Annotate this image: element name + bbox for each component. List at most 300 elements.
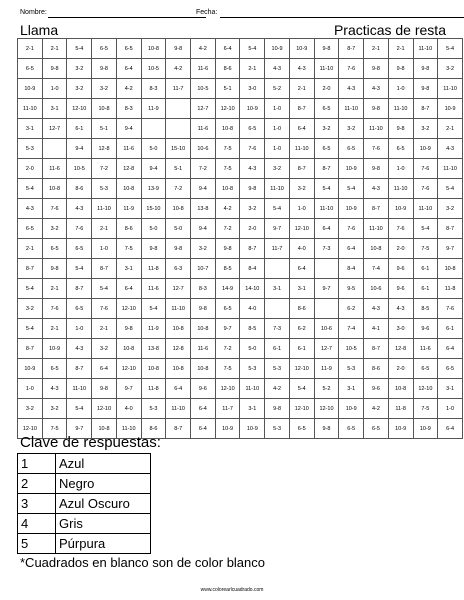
grid-cell[interactable]: 10-9 bbox=[339, 399, 364, 419]
grid-cell[interactable]: 3-2 bbox=[92, 79, 117, 99]
grid-cell[interactable]: 4-3 bbox=[42, 379, 67, 399]
grid-cell[interactable]: 3-2 bbox=[18, 399, 43, 419]
grid-cell[interactable]: 8-6 bbox=[215, 59, 240, 79]
grid-cell[interactable]: 3-2 bbox=[289, 179, 314, 199]
grid-cell[interactable]: 11-10 bbox=[388, 179, 413, 199]
grid-cell[interactable]: 8-4 bbox=[240, 259, 265, 279]
grid-cell[interactable]: 6-5 bbox=[413, 359, 438, 379]
grid-cell[interactable]: 8-7 bbox=[289, 159, 314, 179]
grid-cell[interactable]: 9-8 bbox=[364, 59, 389, 79]
grid-cell[interactable]: 11-6 bbox=[191, 119, 216, 139]
grid-cell[interactable]: 5-4 bbox=[67, 399, 92, 419]
grid-cell[interactable]: 12-10 bbox=[18, 419, 43, 439]
grid-cell[interactable]: 4-3 bbox=[364, 299, 389, 319]
grid-cell[interactable]: 8-7 bbox=[240, 239, 265, 259]
grid-cell[interactable]: 11-10 bbox=[413, 39, 438, 59]
grid-cell[interactable]: 10-9 bbox=[18, 79, 43, 99]
grid-cell[interactable]: 2-0 bbox=[18, 159, 43, 179]
grid-cell[interactable]: 6-3 bbox=[166, 259, 191, 279]
grid-cell[interactable]: 6-5 bbox=[240, 119, 265, 139]
grid-cell[interactable]: 14-9 bbox=[215, 279, 240, 299]
grid-cell[interactable]: 14-10 bbox=[240, 279, 265, 299]
grid-cell[interactable]: 9-8 bbox=[364, 159, 389, 179]
grid-cell[interactable]: 11-6 bbox=[413, 339, 438, 359]
grid-cell[interactable]: 7-6 bbox=[438, 299, 463, 319]
grid-cell[interactable]: 7-6 bbox=[388, 219, 413, 239]
grid-cell[interactable]: 12-8 bbox=[116, 159, 141, 179]
grid-cell[interactable]: 4-3 bbox=[67, 339, 92, 359]
grid-cell[interactable]: 6-5 bbox=[438, 359, 463, 379]
grid-cell[interactable]: 12-10 bbox=[215, 99, 240, 119]
grid-cell[interactable]: 8-7 bbox=[413, 99, 438, 119]
grid-cell[interactable]: 7-6 bbox=[364, 139, 389, 159]
grid-cell[interactable]: 8-7 bbox=[339, 39, 364, 59]
grid-cell[interactable]: 4-2 bbox=[364, 399, 389, 419]
grid-cell[interactable]: 4-3 bbox=[438, 139, 463, 159]
grid-cell[interactable]: 8-7 bbox=[92, 259, 117, 279]
grid-cell[interactable]: 10-6 bbox=[191, 139, 216, 159]
grid-cell[interactable]: 10-9 bbox=[240, 99, 265, 119]
grid-cell[interactable]: 6-5 bbox=[215, 299, 240, 319]
grid-cell[interactable]: 4-2 bbox=[191, 39, 216, 59]
grid-cell[interactable]: 3-2 bbox=[67, 59, 92, 79]
grid-cell[interactable]: 6-4 bbox=[116, 59, 141, 79]
grid-cell[interactable]: 11-10 bbox=[92, 199, 117, 219]
grid-cell[interactable] bbox=[314, 259, 339, 279]
grid-cell[interactable]: 5-4 bbox=[67, 39, 92, 59]
grid-cell[interactable]: 9-4 bbox=[116, 119, 141, 139]
grid-cell[interactable]: 9-6 bbox=[364, 379, 389, 399]
grid-cell[interactable]: 9-6 bbox=[413, 319, 438, 339]
grid-cell[interactable]: 11-10 bbox=[289, 139, 314, 159]
grid-cell[interactable]: 3-2 bbox=[42, 399, 67, 419]
grid-cell[interactable]: 1-0 bbox=[18, 379, 43, 399]
grid-cell[interactable]: 7-6 bbox=[42, 199, 67, 219]
grid-cell[interactable]: 9-7 bbox=[265, 219, 290, 239]
grid-cell[interactable]: 5-4 bbox=[18, 319, 43, 339]
grid-cell[interactable]: 6-5 bbox=[18, 219, 43, 239]
grid-cell[interactable]: 11-7 bbox=[265, 239, 290, 259]
grid-cell[interactable]: 12-8 bbox=[92, 139, 117, 159]
grid-cell[interactable]: 7-6 bbox=[92, 299, 117, 319]
grid-cell[interactable]: 11-10 bbox=[413, 199, 438, 219]
grid-cell[interactable]: 5-3 bbox=[265, 359, 290, 379]
grid-cell[interactable]: 9-4 bbox=[67, 139, 92, 159]
grid-cell[interactable]: 1-0 bbox=[265, 99, 290, 119]
grid-cell[interactable]: 10-8 bbox=[438, 259, 463, 279]
grid-cell[interactable]: 11-8 bbox=[141, 379, 166, 399]
grid-cell[interactable]: 2-1 bbox=[18, 39, 43, 59]
grid-cell[interactable]: 8-6 bbox=[116, 219, 141, 239]
grid-cell[interactable]: 5-3 bbox=[141, 399, 166, 419]
grid-cell[interactable]: 7-6 bbox=[413, 179, 438, 199]
grid-cell[interactable]: 10-9 bbox=[289, 39, 314, 59]
grid-cell[interactable]: 11-10 bbox=[166, 299, 191, 319]
grid-cell[interactable]: 2-1 bbox=[388, 39, 413, 59]
grid-cell[interactable]: 10-6 bbox=[314, 319, 339, 339]
grid-cell[interactable]: 1-0 bbox=[42, 79, 67, 99]
grid-cell[interactable]: 6-5 bbox=[314, 139, 339, 159]
grid-cell[interactable]: 5-4 bbox=[18, 279, 43, 299]
grid-cell[interactable]: 3-1 bbox=[438, 379, 463, 399]
grid-cell[interactable]: 3-2 bbox=[18, 299, 43, 319]
grid-cell[interactable]: 3-2 bbox=[413, 119, 438, 139]
grid-cell[interactable]: 9-7 bbox=[438, 239, 463, 259]
grid-cell[interactable]: 8-7 bbox=[314, 159, 339, 179]
grid-cell[interactable]: 6-1 bbox=[265, 339, 290, 359]
grid-cell[interactable]: 10-9 bbox=[339, 159, 364, 179]
grid-cell[interactable]: 8-3 bbox=[116, 99, 141, 119]
grid-cell[interactable]: 10-8 bbox=[215, 119, 240, 139]
grid-cell[interactable]: 5-4 bbox=[240, 39, 265, 59]
grid-cell[interactable]: 11-10 bbox=[388, 99, 413, 119]
grid-cell[interactable]: 10-8 bbox=[141, 39, 166, 59]
grid-cell[interactable]: 4-3 bbox=[388, 299, 413, 319]
grid-cell[interactable]: 12-10 bbox=[92, 399, 117, 419]
grid-cell[interactable]: 2-1 bbox=[42, 319, 67, 339]
grid-cell[interactable]: 10-9 bbox=[265, 39, 290, 59]
grid-cell[interactable]: 6-5 bbox=[314, 99, 339, 119]
grid-cell[interactable]: 3-2 bbox=[42, 219, 67, 239]
grid-cell[interactable]: 5-2 bbox=[314, 379, 339, 399]
grid-cell[interactable]: 6-5 bbox=[42, 359, 67, 379]
grid-cell[interactable]: 4-1 bbox=[364, 319, 389, 339]
grid-cell[interactable]: 11-10 bbox=[166, 399, 191, 419]
grid-cell[interactable]: 9-8 bbox=[166, 39, 191, 59]
grid-cell[interactable]: 3-2 bbox=[438, 59, 463, 79]
grid-cell[interactable]: 7-3 bbox=[314, 239, 339, 259]
grid-cell[interactable]: 11-7 bbox=[166, 79, 191, 99]
grid-cell[interactable]: 5-0 bbox=[166, 219, 191, 239]
grid-cell[interactable]: 3-2 bbox=[67, 79, 92, 99]
grid-cell[interactable]: 6-5 bbox=[67, 299, 92, 319]
grid-cell[interactable]: 2-1 bbox=[289, 79, 314, 99]
grid-cell[interactable]: 5-0 bbox=[240, 339, 265, 359]
grid-cell[interactable]: 10-9 bbox=[18, 359, 43, 379]
grid-cell[interactable]: 10-9 bbox=[388, 419, 413, 439]
grid-cell[interactable]: 9-8 bbox=[314, 39, 339, 59]
grid-cell[interactable]: 4-3 bbox=[18, 199, 43, 219]
grid-cell[interactable]: 6-1 bbox=[289, 339, 314, 359]
grid-cell[interactable]: 1-0 bbox=[67, 319, 92, 339]
grid-cell[interactable]: 5-4 bbox=[438, 39, 463, 59]
grid-cell[interactable]: 9-8 bbox=[388, 59, 413, 79]
grid-cell[interactable]: 8-3 bbox=[141, 79, 166, 99]
grid-cell[interactable]: 8-3 bbox=[191, 279, 216, 299]
grid-cell[interactable]: 9-8 bbox=[42, 259, 67, 279]
grid-cell[interactable]: 11-6 bbox=[141, 279, 166, 299]
grid-cell[interactable]: 11-10 bbox=[364, 119, 389, 139]
grid-cell[interactable]: 9-8 bbox=[215, 239, 240, 259]
grid-cell[interactable]: 9-8 bbox=[141, 239, 166, 259]
grid-cell[interactable]: 9-8 bbox=[413, 79, 438, 99]
grid-cell[interactable]: 11-9 bbox=[116, 199, 141, 219]
grid-cell[interactable]: 10-8 bbox=[166, 359, 191, 379]
grid-cell[interactable]: 5-4 bbox=[141, 299, 166, 319]
grid-cell[interactable]: 2-1 bbox=[240, 59, 265, 79]
grid-cell[interactable]: 10-9 bbox=[388, 199, 413, 219]
grid-cell[interactable]: 12-7 bbox=[42, 119, 67, 139]
grid-cell[interactable]: 12-10 bbox=[314, 399, 339, 419]
grid-cell[interactable]: 1-0 bbox=[92, 239, 117, 259]
grid-cell[interactable] bbox=[265, 299, 290, 319]
grid-cell[interactable]: 11-10 bbox=[265, 179, 290, 199]
grid-cell[interactable]: 9-4 bbox=[191, 179, 216, 199]
grid-cell[interactable]: 11-10 bbox=[314, 199, 339, 219]
grid-cell[interactable]: 10-8 bbox=[42, 179, 67, 199]
grid-cell[interactable]: 9-8 bbox=[166, 239, 191, 259]
grid-cell[interactable]: 5-4 bbox=[289, 379, 314, 399]
grid-cell[interactable]: 10-6 bbox=[364, 279, 389, 299]
grid-cell[interactable]: 10-9 bbox=[339, 199, 364, 219]
grid-cell[interactable]: 6-4 bbox=[289, 259, 314, 279]
grid-cell[interactable]: 2-1 bbox=[92, 319, 117, 339]
grid-cell[interactable]: 11-10 bbox=[18, 99, 43, 119]
grid-cell[interactable]: 1-0 bbox=[388, 159, 413, 179]
grid-cell[interactable]: 7-2 bbox=[166, 179, 191, 199]
grid-cell[interactable]: 8-6 bbox=[364, 359, 389, 379]
grid-cell[interactable]: 9-6 bbox=[191, 379, 216, 399]
grid-cell[interactable]: 6-4 bbox=[191, 399, 216, 419]
grid-cell[interactable]: 11-9 bbox=[314, 359, 339, 379]
grid-cell[interactable]: 8-7 bbox=[364, 199, 389, 219]
grid-cell[interactable]: 10-5 bbox=[141, 59, 166, 79]
grid-cell[interactable]: 6-4 bbox=[116, 279, 141, 299]
grid-cell[interactable]: 5-1 bbox=[92, 119, 117, 139]
grid-cell[interactable]: 6-5 bbox=[339, 419, 364, 439]
grid-cell[interactable]: 5-0 bbox=[141, 139, 166, 159]
grid-cell[interactable]: 2-0 bbox=[240, 219, 265, 239]
grid-cell[interactable]: 12-10 bbox=[215, 379, 240, 399]
grid-cell[interactable]: 7-6 bbox=[339, 59, 364, 79]
grid-cell[interactable]: 9-7 bbox=[314, 279, 339, 299]
grid-cell[interactable]: 6-1 bbox=[413, 259, 438, 279]
grid-cell[interactable]: 4-3 bbox=[240, 159, 265, 179]
grid-cell[interactable]: 10-9 bbox=[413, 139, 438, 159]
grid-cell[interactable]: 6-5 bbox=[364, 419, 389, 439]
grid-cell[interactable]: 4-2 bbox=[116, 79, 141, 99]
grid-cell[interactable]: 6-4 bbox=[339, 239, 364, 259]
grid-cell[interactable] bbox=[166, 119, 191, 139]
grid-cell[interactable]: 6-4 bbox=[438, 339, 463, 359]
grid-cell[interactable]: 12-7 bbox=[191, 99, 216, 119]
grid-cell[interactable]: 13-9 bbox=[141, 179, 166, 199]
grid-cell[interactable]: 10-8 bbox=[364, 239, 389, 259]
grid-cell[interactable]: 7-5 bbox=[413, 239, 438, 259]
grid-cell[interactable]: 8-5 bbox=[413, 299, 438, 319]
grid-cell[interactable]: 12-10 bbox=[67, 99, 92, 119]
grid-cell[interactable]: 13-8 bbox=[141, 339, 166, 359]
grid-cell[interactable]: 9-8 bbox=[388, 119, 413, 139]
grid-cell[interactable]: 6-5 bbox=[67, 239, 92, 259]
grid-cell[interactable]: 6-5 bbox=[339, 139, 364, 159]
grid-cell[interactable]: 11-8 bbox=[141, 259, 166, 279]
grid-cell[interactable]: 12-10 bbox=[116, 299, 141, 319]
grid-cell[interactable]: 4-2 bbox=[215, 199, 240, 219]
grid-cell[interactable]: 10-8 bbox=[116, 339, 141, 359]
grid-cell[interactable]: 3-1 bbox=[116, 259, 141, 279]
grid-cell[interactable]: 3-1 bbox=[265, 279, 290, 299]
grid-cell[interactable]: 7-2 bbox=[215, 339, 240, 359]
grid-cell[interactable]: 10-8 bbox=[116, 179, 141, 199]
grid-cell[interactable]: 3-2 bbox=[191, 239, 216, 259]
grid-cell[interactable]: 7-6 bbox=[240, 139, 265, 159]
grid-cell[interactable]: 11-10 bbox=[240, 379, 265, 399]
grid-cell[interactable]: 2-1 bbox=[42, 279, 67, 299]
grid-cell[interactable]: 5-2 bbox=[265, 79, 290, 99]
grid-cell[interactable]: 7-6 bbox=[67, 219, 92, 239]
grid-cell[interactable]: 3-0 bbox=[388, 319, 413, 339]
grid-cell[interactable]: 10-7 bbox=[191, 259, 216, 279]
grid-cell[interactable]: 3-1 bbox=[289, 279, 314, 299]
grid-cell[interactable]: 8-6 bbox=[141, 419, 166, 439]
grid-cell[interactable]: 11-8 bbox=[438, 279, 463, 299]
grid-cell[interactable]: 11-10 bbox=[314, 59, 339, 79]
grid-cell[interactable]: 6-5 bbox=[289, 419, 314, 439]
grid-cell[interactable]: 10-8 bbox=[215, 179, 240, 199]
grid-cell[interactable]: 11-10 bbox=[67, 379, 92, 399]
grid-cell[interactable]: 8-7 bbox=[67, 279, 92, 299]
grid-cell[interactable]: 7-6 bbox=[42, 299, 67, 319]
grid-cell[interactable]: 5-3 bbox=[92, 179, 117, 199]
grid-cell[interactable]: 4-0 bbox=[240, 299, 265, 319]
grid-cell[interactable]: 15-10 bbox=[141, 199, 166, 219]
grid-cell[interactable]: 8-5 bbox=[215, 259, 240, 279]
grid-cell[interactable]: 1-0 bbox=[438, 399, 463, 419]
grid-cell[interactable]: 3-2 bbox=[314, 119, 339, 139]
grid-cell[interactable]: 5-4 bbox=[413, 219, 438, 239]
grid-cell[interactable]: 9-8 bbox=[265, 399, 290, 419]
grid-cell[interactable]: 3-2 bbox=[92, 339, 117, 359]
grid-cell[interactable]: 11-10 bbox=[116, 419, 141, 439]
grid-cell[interactable]: 11-10 bbox=[438, 159, 463, 179]
grid-cell[interactable]: 7-5 bbox=[42, 419, 67, 439]
grid-cell[interactable] bbox=[141, 119, 166, 139]
grid-cell[interactable]: 2-1 bbox=[18, 239, 43, 259]
grid-cell[interactable]: 11-10 bbox=[339, 99, 364, 119]
grid-cell[interactable]: 12-10 bbox=[413, 379, 438, 399]
grid-cell[interactable]: 1-0 bbox=[289, 199, 314, 219]
grid-cell[interactable]: 10-8 bbox=[191, 319, 216, 339]
grid-cell[interactable]: 6-4 bbox=[314, 219, 339, 239]
grid-cell[interactable]: 11-6 bbox=[116, 139, 141, 159]
grid-cell[interactable]: 9-8 bbox=[240, 179, 265, 199]
grid-cell[interactable]: 9-8 bbox=[314, 419, 339, 439]
grid-cell[interactable]: 11-6 bbox=[191, 339, 216, 359]
grid-cell[interactable]: 10-9 bbox=[413, 419, 438, 439]
grid-cell[interactable]: 10-8 bbox=[141, 359, 166, 379]
grid-cell[interactable]: 6-5 bbox=[116, 39, 141, 59]
grid-cell[interactable]: 6-1 bbox=[438, 319, 463, 339]
grid-cell[interactable]: 6-1 bbox=[67, 119, 92, 139]
grid-cell[interactable]: 9-7 bbox=[116, 379, 141, 399]
grid-cell[interactable]: 4-3 bbox=[67, 199, 92, 219]
grid-cell[interactable]: 7-3 bbox=[265, 319, 290, 339]
grid-cell[interactable]: 10-5 bbox=[339, 339, 364, 359]
grid-cell[interactable]: 8-7 bbox=[438, 219, 463, 239]
grid-cell[interactable]: 8-7 bbox=[364, 339, 389, 359]
grid-cell[interactable]: 3-2 bbox=[438, 199, 463, 219]
grid-cell[interactable]: 1-0 bbox=[265, 139, 290, 159]
grid-cell[interactable]: 2-1 bbox=[364, 39, 389, 59]
grid-cell[interactable]: 1-0 bbox=[388, 79, 413, 99]
grid-cell[interactable]: 9-4 bbox=[141, 159, 166, 179]
grid-cell[interactable]: 10-9 bbox=[438, 99, 463, 119]
grid-cell[interactable] bbox=[42, 139, 67, 159]
grid-cell[interactable]: 6-4 bbox=[166, 379, 191, 399]
grid-cell[interactable]: 2-0 bbox=[314, 79, 339, 99]
grid-cell[interactable]: 6-5 bbox=[92, 39, 117, 59]
grid-cell[interactable]: 9-5 bbox=[339, 279, 364, 299]
grid-cell[interactable]: 9-8 bbox=[364, 99, 389, 119]
grid-cell[interactable]: 6-5 bbox=[18, 59, 43, 79]
grid-cell[interactable]: 13-8 bbox=[191, 199, 216, 219]
grid-cell[interactable]: 7-5 bbox=[413, 399, 438, 419]
grid-cell[interactable]: 4-0 bbox=[116, 399, 141, 419]
grid-cell[interactable]: 6-1 bbox=[413, 279, 438, 299]
grid-cell[interactable]: 3-0 bbox=[240, 79, 265, 99]
grid-cell[interactable]: 3-1 bbox=[18, 119, 43, 139]
grid-cell[interactable]: 10-9 bbox=[42, 339, 67, 359]
grid-cell[interactable]: 2-1 bbox=[92, 219, 117, 239]
grid-cell[interactable]: 3-2 bbox=[265, 159, 290, 179]
grid-cell[interactable]: 3-2 bbox=[240, 199, 265, 219]
grid-cell[interactable]: 12-10 bbox=[116, 359, 141, 379]
grid-cell[interactable] bbox=[265, 259, 290, 279]
grid-cell[interactable]: 2-0 bbox=[388, 239, 413, 259]
grid-cell[interactable]: 12-10 bbox=[289, 219, 314, 239]
grid-cell[interactable]: 8-4 bbox=[339, 259, 364, 279]
grid-cell[interactable]: 3-1 bbox=[240, 399, 265, 419]
grid-cell[interactable]: 5-1 bbox=[166, 159, 191, 179]
grid-cell[interactable]: 9-8 bbox=[92, 59, 117, 79]
grid-cell[interactable]: 6-4 bbox=[215, 39, 240, 59]
grid-cell[interactable]: 6-2 bbox=[339, 299, 364, 319]
grid-cell[interactable]: 11-6 bbox=[191, 59, 216, 79]
grid-cell[interactable]: 11-9 bbox=[141, 319, 166, 339]
grid-cell[interactable]: 10-8 bbox=[92, 99, 117, 119]
grid-cell[interactable]: 12-7 bbox=[166, 279, 191, 299]
grid-cell[interactable]: 7-5 bbox=[215, 359, 240, 379]
grid-cell[interactable]: 11-8 bbox=[388, 399, 413, 419]
grid-cell[interactable]: 7-6 bbox=[339, 219, 364, 239]
grid-cell[interactable]: 6-4 bbox=[191, 419, 216, 439]
grid-cell[interactable]: 8-6 bbox=[67, 179, 92, 199]
grid-cell[interactable]: 11-7 bbox=[215, 399, 240, 419]
grid-cell[interactable]: 5-4 bbox=[314, 179, 339, 199]
grid-cell[interactable]: 7-5 bbox=[116, 239, 141, 259]
grid-cell[interactable]: 5-4 bbox=[339, 179, 364, 199]
grid-cell[interactable]: 12-7 bbox=[314, 339, 339, 359]
grid-cell[interactable]: 6-4 bbox=[92, 359, 117, 379]
grid-cell[interactable]: 10-8 bbox=[388, 379, 413, 399]
grid-cell[interactable]: 7-2 bbox=[215, 219, 240, 239]
grid-cell[interactable]: 4-3 bbox=[289, 59, 314, 79]
grid-cell[interactable]: 4-3 bbox=[339, 79, 364, 99]
grid-cell[interactable]: 5-4 bbox=[92, 279, 117, 299]
grid-cell[interactable]: 5-3 bbox=[240, 359, 265, 379]
grid-cell[interactable]: 9-8 bbox=[413, 59, 438, 79]
grid-cell[interactable]: 7-4 bbox=[364, 259, 389, 279]
grid-cell[interactable]: 5-0 bbox=[141, 219, 166, 239]
grid-cell[interactable]: 11-10 bbox=[364, 219, 389, 239]
grid-cell[interactable]: 11-10 bbox=[438, 79, 463, 99]
grid-cell[interactable]: 7-4 bbox=[339, 319, 364, 339]
grid-cell[interactable]: 12-10 bbox=[289, 399, 314, 419]
grid-cell[interactable]: 4-3 bbox=[265, 59, 290, 79]
grid-cell[interactable]: 10-5 bbox=[67, 159, 92, 179]
grid-cell[interactable]: 4-3 bbox=[364, 179, 389, 199]
